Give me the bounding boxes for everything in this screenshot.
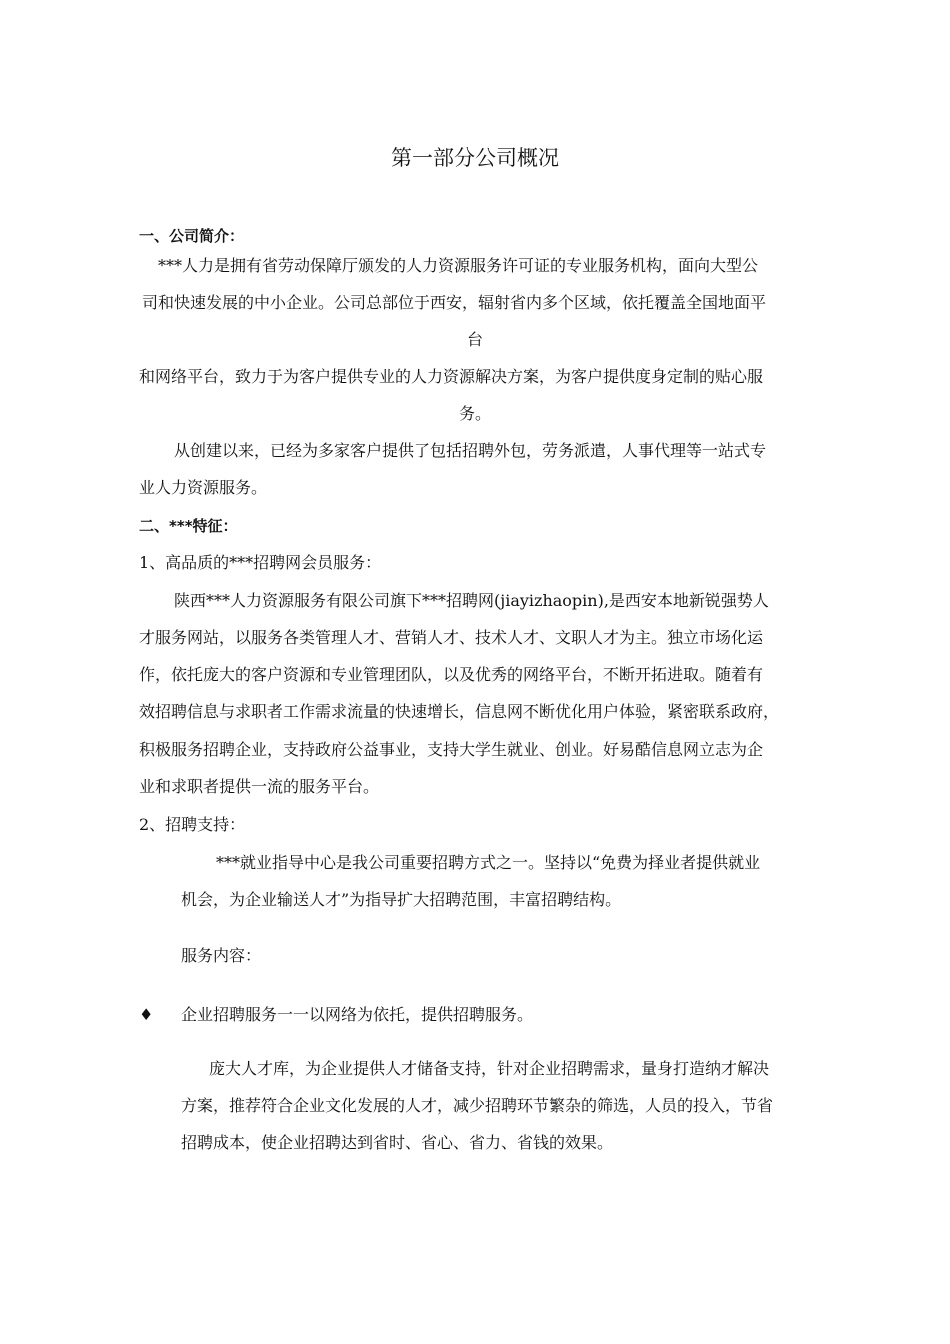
section2-heading: 二、***特征：: [139, 517, 238, 535]
bullet-text: 企业招聘服务一一以网络为依托，提供招聘服务。: [181, 1005, 534, 1024]
item2-title: 2、招聘支持：: [139, 815, 246, 834]
section1-line-5: 务。: [458, 404, 491, 423]
item1-line-1: 陕西***人力资源服务有限公司旗下***招聘网(jiayizhaopin),是西安本地新锐强势人: [174, 591, 769, 610]
section1-line-4: 和网络平台，致力于为客户提供专业的人力资源解决方案，为客户提供度身定制的贴心服: [139, 367, 764, 386]
item1-line-6: 业和求职者提供一流的服务平台。: [139, 777, 380, 796]
section1-line-3: 台: [466, 330, 483, 349]
detail-line-3: 招聘成本，使企业招聘达到省时、省心、省力、省钱的效果。: [181, 1133, 614, 1152]
item1-line-5: 积极服务招聘企业，支持政府公益事业，支持大学生就业、创业。好易酷信息网立志为企: [139, 740, 764, 759]
page-title: 第一部分公司概况: [391, 146, 559, 170]
diamond-bullet-icon: ♦: [139, 1005, 154, 1024]
section1-para2-line-2: 业人力资源服务。: [139, 478, 268, 497]
section1-heading: 一、公司简介：: [139, 227, 245, 245]
section1-line-1: ***人力是拥有省劳动保障厅颁发的人力资源服务许可证的专业服务机构，面向大型公: [158, 256, 759, 275]
service-label: 服务内容：: [181, 946, 262, 965]
section1-line-2: 司和快速发展的中小企业。公司总部位于西安，辐射省内多个区域，依托覆盖全国地面平: [142, 293, 767, 312]
detail-line-1: 庞大人才库，为企业提供人才储备支持，针对企业招聘需求，量身打造纳才解决: [209, 1059, 770, 1078]
section1-para2-line-1: 从创建以来，已经为多家客户提供了包括招聘外包，劳务派遣，人事代理等一站式专: [174, 441, 767, 460]
item1-title: 1、高品质的***招聘网会员服务：: [139, 553, 382, 572]
detail-line-2: 方案，推荐符合企业文化发展的人才，减少招聘环节繁杂的筛选，人员的投入，节省: [181, 1096, 774, 1115]
item2-line-1: ***就业指导中心是我公司重要招聘方式之一。坚持以“免费为择业者提供就业: [216, 853, 761, 872]
item1-line-4: 效招聘信息与求职者工作需求流量的快速增长，信息网不断优化用户体验，紧密联系政府，: [139, 702, 780, 721]
item1-line-3: 作，依托庞大的客户资源和专业管理团队，以及优秀的网络平台，不断开拓进取。随着有: [139, 665, 764, 684]
item1-line-2: 才服务网站，以服务各类管理人才、营销人才、技术人才、文职人才为主。独立市场化运: [139, 628, 764, 647]
item2-line-2: 机会，为企业输送人才”为指导扩大招聘范围，丰富招聘结构。: [181, 890, 622, 909]
